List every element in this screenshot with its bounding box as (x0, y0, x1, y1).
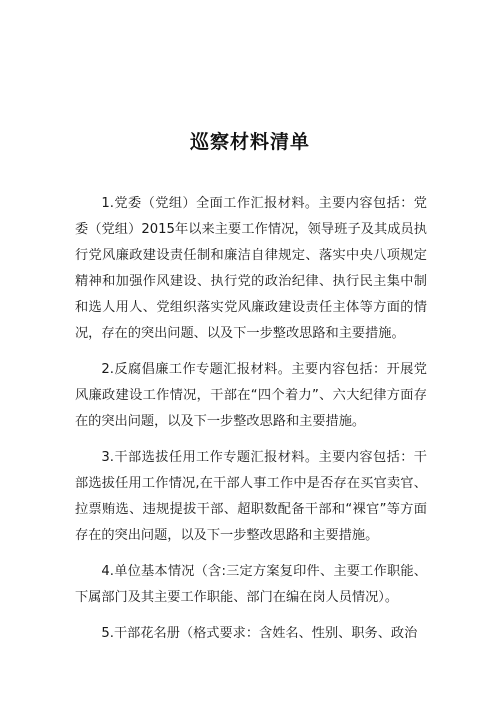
paragraph-1: 1.党委（党组）全面工作汇报材料。主要内容包括：党委（党组）2015年以来主要工作情况，领导班子及其成员执行党风廉政建设责任制和廉洁自律规定、落实中央八项规定精神和加强作风建设、执行党的政治纪律、执行民主集中制和选人用人、党组织落实党风廉政建设责任主体等方面的情况，存在的突出问题、以及下一步整改思路和主要措施。 (75, 196, 427, 341)
paragraph-5: 5.干部花名册（格式要求：含姓名、性别、职务、政治 (101, 626, 418, 641)
document-title: 巡察材料清单 (189, 131, 310, 153)
paragraph-2: 2.反腐倡廉工作专题汇报材料。主要内容包括：开展党风廉政建设工作情况，干部在“四个着力”、六大纪律方面存在的突出问题，以及下一步整改思路和主要措施。 (75, 362, 427, 429)
paragraph-4: 4.单位基本情况（含:三定方案复印件、主要工作职能、下属部门及其主要工作职能、部门在编在岗人员情况）。 (75, 564, 427, 605)
document-body (75, 191, 427, 657)
paragraph-3: 3.干部选拔任用工作专题汇报材料。主要内容包括：干部选拔任用工作情况,在干部人事工作中是否存在买官卖官、拉票贿选、违规提拔干部、超职数配备干部和“裸官”等方面存在的突出问题，以及下一步整改思路和主要措施。 (75, 450, 427, 543)
